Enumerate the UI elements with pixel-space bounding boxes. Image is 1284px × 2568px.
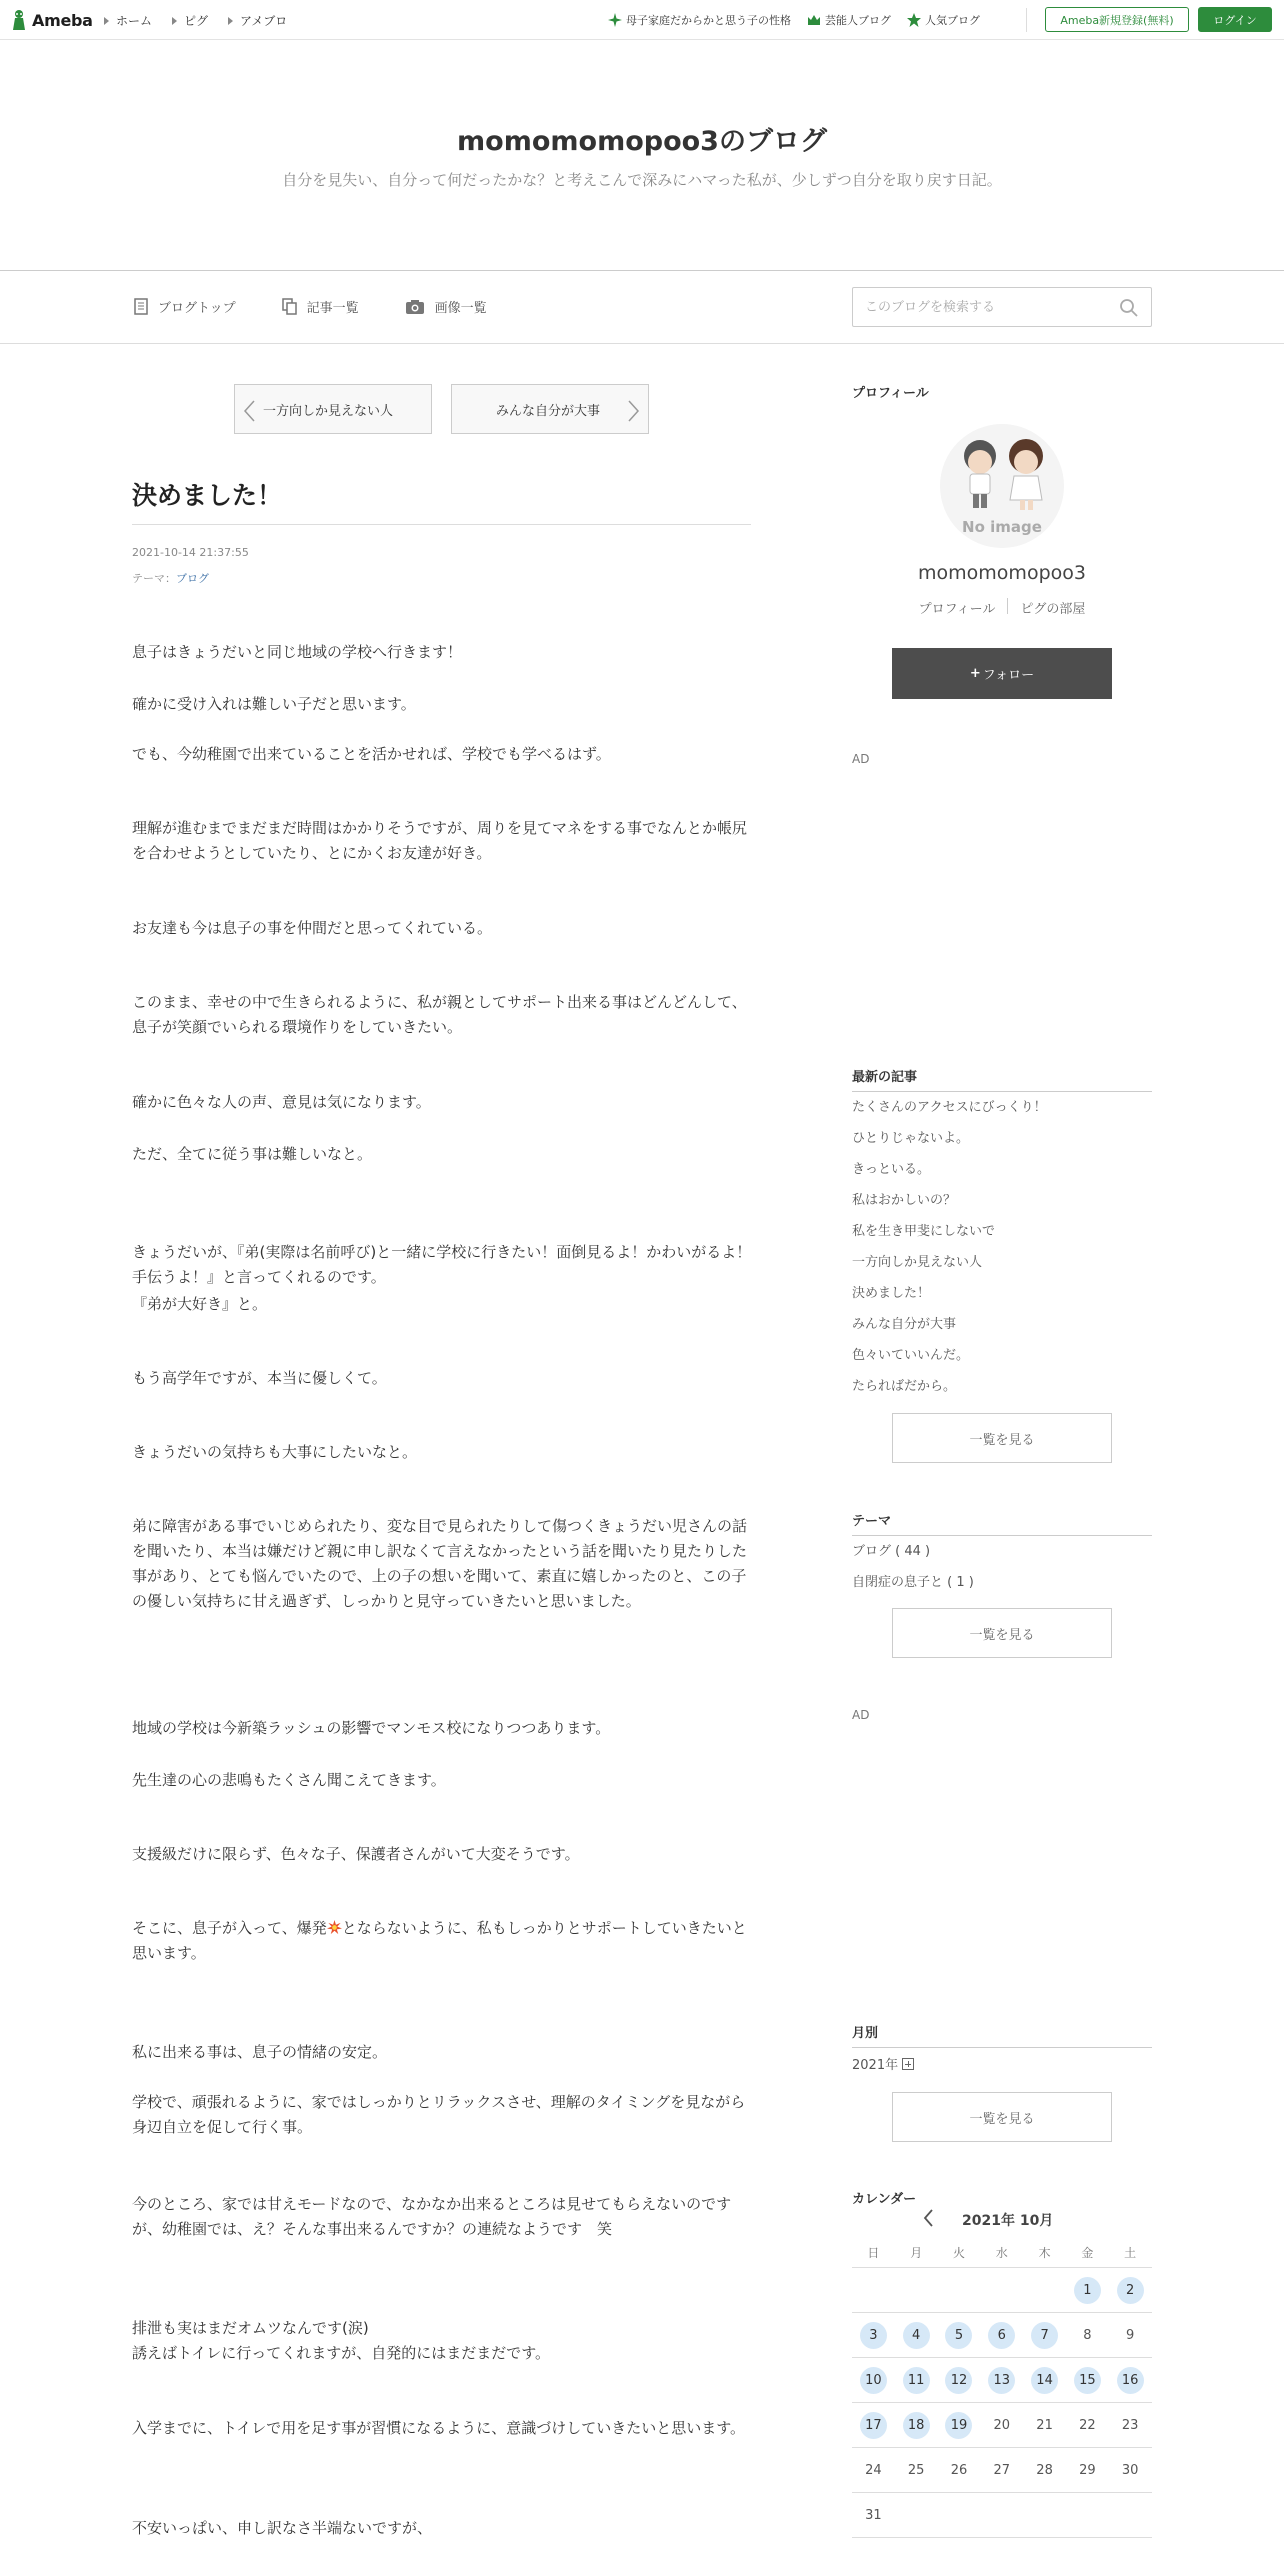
- prev-post-label: 一方向しか見えない人: [263, 403, 394, 419]
- header-link-popular-label: 人気ブログ: [925, 14, 980, 27]
- blog-nav-top[interactable]: [134, 297, 236, 316]
- nav-pig-label: ピグ: [184, 14, 209, 28]
- no-image-avatar-icon: [940, 424, 1064, 548]
- blog-nav-images[interactable]: [405, 297, 487, 316]
- calendar-day-with-post[interactable]: 13: [988, 2367, 1015, 2394]
- theme-item[interactable]: ブログ ( 44 ): [852, 1544, 931, 1559]
- calendar-cell: [1023, 2367, 1066, 2394]
- calendar-day: 8: [1083, 2327, 1092, 2343]
- calendar-week-row: [852, 2313, 1152, 2358]
- calendar-day-with-post[interactable]: 14: [1031, 2367, 1058, 2394]
- recent-more-button[interactable]: 一覧を見る: [892, 1413, 1112, 1463]
- calendar-day-with-post[interactable]: 1: [1074, 2277, 1101, 2304]
- profile-heading: プロフィール: [852, 386, 929, 401]
- calendar-day: 29: [1079, 2462, 1096, 2478]
- ameba-logo-text: Ameba: [32, 10, 93, 30]
- profile-username[interactable]: momomomopoo3: [918, 562, 1086, 584]
- recent-item[interactable]: 色々いていいんだ。: [852, 1348, 970, 1363]
- pig-room-link[interactable]: ピグの部屋: [1020, 602, 1086, 617]
- calendar-cell: [1066, 2457, 1109, 2484]
- header-link-search-word[interactable]: [608, 12, 791, 28]
- calendar-cell: [1109, 2367, 1152, 2394]
- recent-item[interactable]: 一方向しか見えない人: [852, 1255, 983, 1270]
- post-theme-link[interactable]: ブログ: [176, 572, 209, 585]
- monthly-divider: [852, 2047, 1152, 2048]
- calendar-month: 2021年 10月: [962, 2213, 1054, 2229]
- next-post-button[interactable]: [451, 384, 649, 434]
- calendar-day-with-post[interactable]: 7: [1031, 2322, 1058, 2349]
- post-paragraph: このまま、幸せの中で生きられるように、私が親としてサポート出来る事はどんどんして、息子が笑顔でいられる環境作りをしていきたい。: [132, 993, 747, 1036]
- calendar-day-with-post[interactable]: 18: [903, 2412, 930, 2439]
- header-link-popular[interactable]: [907, 12, 980, 28]
- nav-pig[interactable]: [172, 12, 208, 29]
- monthly-more-button[interactable]: 一覧を見る: [892, 2092, 1112, 2142]
- calendar-weekday-row: [852, 2238, 1152, 2268]
- post-paragraph: でも、今幼稚園で出来ていることを活かせれば、学校でも学べるはず。: [132, 745, 611, 763]
- calendar-cell: [938, 2322, 981, 2349]
- post-paragraph: 不安いっぱい、申し訳なさ半端ないですが、: [132, 2519, 433, 2537]
- blog-nav-entries-label: 記事一覧: [306, 301, 359, 316]
- nav-ameblo-label: アメブロ: [240, 14, 288, 28]
- calendar-cell: [980, 2367, 1023, 2394]
- post-paragraph: 入学までに、トイレで用を足す事が習慣になるように、意識づけしていきたいと思います。: [132, 2419, 746, 2437]
- calendar-day-with-post[interactable]: 10: [860, 2367, 887, 2394]
- calendar-day: 30: [1121, 2462, 1139, 2478]
- calendar-day-with-post[interactable]: 17: [860, 2412, 887, 2439]
- nav-ameblo[interactable]: [228, 12, 287, 29]
- recent-item[interactable]: たくさんのアクセスにびっくり！: [852, 1100, 1047, 1115]
- calendar-cell: [1023, 2322, 1066, 2349]
- crown-icon: [807, 14, 821, 26]
- post-paragraph: 私に出来る事は、息子の情緒の安定。: [132, 2043, 388, 2061]
- post-paragraph: ただ、全てに従う事は難しいなと。: [132, 1145, 373, 1163]
- calendar-cell: [1023, 2412, 1066, 2439]
- calendar-cell: [852, 2367, 895, 2394]
- next-post-label: みんな自分が大事: [496, 403, 601, 419]
- post-theme: [132, 570, 209, 586]
- calendar-day-with-post[interactable]: 3: [860, 2322, 887, 2349]
- calendar-day-with-post[interactable]: 11: [903, 2367, 930, 2394]
- calendar-week-row: [852, 2358, 1152, 2403]
- calendar-grid: [852, 2238, 1152, 2538]
- calendar-day-with-post[interactable]: 16: [1117, 2367, 1144, 2394]
- profile-link[interactable]: プロフィール: [918, 602, 996, 617]
- calendar-cell: [938, 2457, 981, 2484]
- calendar-day: 22: [1079, 2417, 1096, 2433]
- header-divider: [1026, 8, 1027, 32]
- month-item[interactable]: [852, 2054, 914, 2073]
- calendar-cell: [852, 2457, 895, 2484]
- calendar-weekday: 土: [1124, 2246, 1137, 2260]
- blog-description: 自分を見失い、自分って何だったかな？と考えこんで深みにハマった私が、少しずつ自分を取り戻す日記。: [282, 171, 1002, 189]
- post-paragraph: きょうだいの気持ちも大事にしたいなと。: [132, 1443, 418, 1461]
- blog-title[interactable]: momomomopoo3のブログ: [457, 126, 827, 157]
- header-link-search-word-label: 母子家庭だからかと思う子の性格: [626, 14, 791, 27]
- calendar-cell: [1066, 2322, 1109, 2349]
- document-icon: [134, 298, 148, 315]
- theme-heading: テーマ: [852, 1514, 892, 1529]
- ad-label: AD: [852, 1708, 870, 1722]
- calendar-cell: [852, 2322, 895, 2349]
- calendar-cell: [980, 2457, 1023, 2484]
- post-paragraph: 確かに受け入れは難しい子だと思います。: [132, 695, 416, 713]
- post-paragraph: 弟に障害がある事でいじめられたり、変な目で見られたりして傷つくきょうだい児さんの話を聞いたり、本当は嫌だけど親に申し訳なくて言えなかったという話を聞いたり見たりした事があり、とても悩んでいたので、上の子の想いを聞いて、素直に嬉しかったのと、この子の優しい気持ちに甘え過ぎず、しっかりと見守っていきたいと思いました。: [132, 1517, 748, 1610]
- calendar-weekday: 木: [1038, 2246, 1051, 2260]
- blog-nav-entries[interactable]: [282, 297, 359, 316]
- recent-item[interactable]: 私はおかしいの？: [852, 1193, 957, 1208]
- recent-item[interactable]: きっといる。: [852, 1162, 931, 1177]
- calendar-day: 23: [1121, 2417, 1139, 2433]
- post-title-divider: [132, 524, 751, 525]
- calendar-day-with-post[interactable]: 15: [1074, 2367, 1101, 2394]
- calendar-prev-icon[interactable]: [922, 2208, 934, 2228]
- global-header: [0, 0, 1284, 40]
- recent-item[interactable]: 決めました！: [852, 1286, 931, 1301]
- recent-heading: 最新の記事: [852, 1070, 918, 1085]
- calendar-cell: [1109, 2322, 1152, 2349]
- calendar-day: 31: [865, 2507, 882, 2523]
- avatar[interactable]: [940, 424, 1064, 548]
- calendar-day-with-post[interactable]: 12: [945, 2367, 972, 2394]
- calendar-day-with-post[interactable]: 2: [1117, 2277, 1144, 2304]
- calendar-weekday: 月: [910, 2246, 923, 2260]
- chevron-right-icon: [628, 400, 640, 422]
- no-image-label: No image: [962, 518, 1042, 536]
- calendar-day: 24: [865, 2462, 882, 2478]
- calendar-day: 20: [993, 2417, 1011, 2433]
- post-paragraph: お友達も今は息子の事を仲間だと思ってくれている。: [132, 919, 493, 937]
- camera-icon: [405, 299, 425, 315]
- calendar-cell: [1066, 2277, 1109, 2304]
- calendar-week-row: [852, 2448, 1152, 2493]
- nav-home-label: ホーム: [116, 14, 153, 28]
- global-nav: [104, 12, 287, 29]
- ad-label: AD: [852, 752, 870, 766]
- profile-links: [852, 598, 1152, 617]
- post-paragraph: 理解が進むまでまだまだ時間はかかりそうですが、周りを見てマネをする事でなんとか帳尻を合わせようとしていたり、とにかくお友達が好き。: [132, 819, 748, 862]
- calendar-cell: [1066, 2367, 1109, 2394]
- header-links: [608, 12, 980, 28]
- post-paragraph: 先生達の心の悲鳴もたくさん聞こえてきます。: [132, 1771, 446, 1789]
- nav-home[interactable]: [104, 12, 152, 29]
- calendar-day: 9: [1126, 2327, 1135, 2343]
- post-paragraph: 確かに色々な人の声、意見は気になります。: [132, 1093, 431, 1111]
- calendar-weekday: 水: [995, 2246, 1008, 2260]
- calendar-day: 28: [1036, 2462, 1053, 2478]
- post-paragraph: 学校で、頑張れるように、家ではしっかりとリラックスさせ、理解のタイミングを見ながら身辺自立を促して行く事。: [132, 2093, 746, 2136]
- calendar-cell: [895, 2322, 938, 2349]
- chevron-left-icon: [243, 400, 255, 422]
- blog-header: [0, 41, 1284, 270]
- follow-button[interactable]: [892, 648, 1112, 699]
- calendar-cell: [938, 2412, 981, 2439]
- search-icon[interactable]: [1119, 298, 1139, 318]
- blog-nav: [0, 270, 1284, 344]
- calendar-day: 27: [993, 2462, 1011, 2478]
- calendar-cell: [938, 2367, 981, 2394]
- calendar-cell: [1066, 2412, 1109, 2439]
- calendar-week-row: [852, 2268, 1152, 2313]
- calendar-cell: [895, 2367, 938, 2394]
- triangle-right-icon: [104, 17, 109, 25]
- post-text: そこに、息子が入って、爆発: [132, 1919, 327, 1937]
- calendar-day-with-post[interactable]: 5: [945, 2322, 972, 2349]
- post-paragraph: きょうだいが、『弟(実際は名前呼び)と一緒に学校に行きたい！面倒見るよ！かわいがるよ！手伝うよ！』と言ってくれるのです。: [132, 1243, 752, 1286]
- triangle-right-icon: [228, 17, 233, 25]
- star-icon: [907, 13, 921, 27]
- post-paragraph: 誘えばトイレに行ってくれますが、自発的にはまだまだです。: [132, 2344, 551, 2362]
- post-title: 決めました！: [132, 481, 283, 510]
- plus-icon: +: [969, 666, 981, 681]
- recent-item[interactable]: ひとりじゃないよ。: [852, 1131, 970, 1146]
- calendar-week-row: [852, 2493, 1152, 2538]
- post-text: とならないように、私もしっかりとサポートしていきたいと思います。: [132, 1919, 747, 1962]
- calendar-day-with-post[interactable]: 19: [945, 2412, 972, 2439]
- calendar-cell: [980, 2322, 1023, 2349]
- login-button[interactable]: ログイン: [1198, 7, 1272, 32]
- recent-item[interactable]: 私を生き甲斐にしないで: [852, 1224, 996, 1239]
- post-paragraph: [132, 1916, 756, 1966]
- blog-nav-images-label: 画像一覧: [434, 301, 487, 316]
- calendar-weekday: 日: [867, 2246, 880, 2260]
- theme-more-button[interactable]: 一覧を見る: [892, 1608, 1112, 1658]
- ameba-logo[interactable]: [10, 8, 93, 32]
- calendar-cell: [895, 2412, 938, 2439]
- triangle-right-icon: [172, 17, 177, 25]
- explosion-emoji-icon: [327, 1920, 342, 1935]
- calendar-day-with-post[interactable]: 6: [988, 2322, 1015, 2349]
- calendar-cell: [1109, 2412, 1152, 2439]
- theme-list: [852, 1536, 1152, 1598]
- monthly-heading: 月別: [852, 2026, 879, 2041]
- post-paragraph: 『弟が大好き』と。: [132, 1295, 268, 1313]
- post-paragraph: 今のところ、家では甘えモードなので、なかなか出来るところは見せてもらえないのですが、幼稚園では、え？そんな事出来るんですか？の連続なようです 笑: [132, 2195, 732, 2238]
- blog-search-input[interactable]: [853, 288, 1113, 326]
- theme-item[interactable]: 自閉症の息子と ( 1 ): [852, 1575, 974, 1590]
- post-paragraph: 地域の学校は今新築ラッシュの影響でマンモス校になりつつあります。: [132, 1719, 611, 1737]
- post-paragraph: もう高学年ですが、本当に優しくて。: [132, 1369, 387, 1387]
- calendar-weekday: 火: [952, 2246, 965, 2260]
- calendar-cell: [852, 2412, 895, 2439]
- recent-item[interactable]: たらればだから。: [852, 1379, 957, 1394]
- prev-post-button[interactable]: [234, 384, 432, 434]
- post-paragraph: 息子はきょうだいと同じ地域の学校へ行きます！: [132, 643, 463, 661]
- post-paragraph: 支援級だけに限らず、色々な子、保護者さんがいて大変そうです。: [132, 1845, 580, 1863]
- register-button[interactable]: Ameba新規登録(無料): [1045, 7, 1189, 32]
- calendar-week-row: [852, 2403, 1152, 2448]
- calendar-cell: [1023, 2457, 1066, 2484]
- blog-search: [852, 287, 1152, 327]
- calendar-day: 26: [950, 2462, 968, 2478]
- header-link-celebrity-label: 芸能人ブログ: [825, 14, 891, 27]
- calendar-cell: [1109, 2277, 1152, 2304]
- calendar-cell: [852, 2502, 895, 2529]
- calendar-cell: [980, 2412, 1023, 2439]
- follow-label: フォロー: [982, 668, 1035, 683]
- post-theme-prefix: テーマ：: [132, 572, 176, 585]
- calendar-heading: カレンダー: [852, 2192, 917, 2207]
- calendar-day-with-post[interactable]: 4: [903, 2322, 930, 2349]
- profile-links-divider: [1007, 598, 1008, 614]
- post-date: 2021-10-14 21:37:55: [132, 546, 249, 559]
- sparkle-icon: [608, 13, 622, 27]
- calendar-day: 25: [907, 2462, 925, 2478]
- calendar-cell: [895, 2457, 938, 2484]
- ameba-logo-icon: [10, 8, 28, 32]
- calendar-cell: [1109, 2457, 1152, 2484]
- calendar-day: 21: [1036, 2417, 1053, 2433]
- post-paragraph: 排泄も実はまだオムツなんです(涙): [132, 2319, 369, 2337]
- recent-list: [852, 1092, 1152, 1402]
- header-link-celebrity[interactable]: [807, 12, 891, 28]
- blog-nav-top-label: ブログトップ: [158, 301, 236, 316]
- calendar-header: [852, 2206, 1152, 2230]
- calendar-weekday: 金: [1081, 2246, 1094, 2260]
- month-label: 2021年: [852, 2058, 899, 2073]
- expand-plus-icon[interactable]: [902, 2058, 914, 2070]
- copy-icon: [282, 298, 297, 315]
- recent-item[interactable]: みんな自分が大事: [852, 1317, 957, 1332]
